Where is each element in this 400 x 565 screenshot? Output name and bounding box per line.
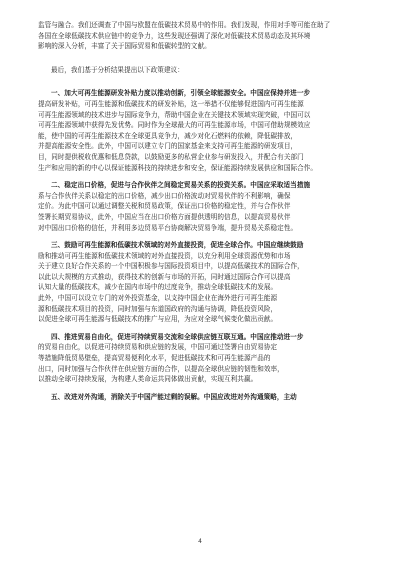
text-line: 目，同时提供税收优惠和低息贷款，以鼓励更多的私营企业参与研发投入，并配合有关部门 bbox=[38, 152, 304, 161]
text-line: 能，使中国的可再生能源技术在全球更具竞争力，减少对化石燃料的依赖，降低碳排放， bbox=[38, 131, 298, 140]
text-line: 可再生能源领域的技术进步与国际竞争力，帮助中国企业在关键技术领域实现突破，中国可以 bbox=[38, 110, 311, 119]
text-line: 出口，同时加强与合作伙伴在供应链方面的合作，以提高全球供应链的韧性和效率， bbox=[38, 364, 284, 373]
text-line: 以此以大规模的方式推动，获得技术的创新与市场的开拓，同时通过国际合作可以提高 bbox=[38, 272, 291, 281]
text-line: 定价。为此中国可以通过调整关税和贸易政策，保证出口价格的稳定性，并与合作伙伴 bbox=[38, 202, 291, 211]
recommendation-heading: 二、稳定出口价格，促进与合作伙伴之间稳定贸易关系的投资关系。中国应采取适当措施 bbox=[51, 181, 311, 190]
text-line: 此外，中国可以设立专门的对外投资基金，以支持中国企业在海外进行可再生能源 bbox=[38, 294, 278, 303]
recommendation-heading: 四、推进贸易自由化，促进可持续贸易交流和全球供应链互联互通。中国应推动进一步 bbox=[51, 332, 304, 341]
recommendation-heading: 一、加大可再生能源研发补贴力度以推动创新，引领全球能源安全。中国应保持并进一步 bbox=[51, 89, 311, 98]
text-line: 提高研发补贴，可再生能源和低碳技术的研发补贴，这一举措不仅能够促进国内可再生能源 bbox=[38, 99, 304, 108]
paragraph-intro bbox=[38, 20, 362, 52]
recommendation-heading: 三、鼓励可再生能源和低碳技术领域的对外直接投资，促进全球合作。中国应继续鼓励 bbox=[51, 241, 304, 250]
paragraph-conclusion-lead bbox=[38, 65, 362, 76]
text-line: 等措施降低贸易壁垒，提高贸易便利化水平，促进低碳技术和可再生能源产品的 bbox=[38, 354, 271, 363]
text-line: 各国在全球低碳技术供应链中的竞争力，这些发现还强调了深化对低碳技术贸易动态及其环境 bbox=[38, 31, 311, 40]
paragraph-recommendation-5 bbox=[38, 392, 362, 403]
text-line: 认知大量的低碳技术，减少在国内市场中的过度竞争，推动全球低碳技术的发展。 bbox=[38, 283, 278, 292]
page-number: 4 bbox=[198, 538, 202, 545]
text-line: 并提高能源安全性。此外，中国可以建立专门的国家基金来支持可再生能源的研发项目， bbox=[38, 142, 298, 151]
text-line: 关于建立良好合作关系的一个中国积极参与国际投资项目中，以提高低碳技术的国际合作， bbox=[38, 262, 304, 271]
paragraph-recommendation-4 bbox=[38, 332, 362, 385]
text-line: 监管与融合。我们还调查了中国与欧盟在低碳技术贸易中的作用。我们发现，作用对手等可能在助了 bbox=[38, 21, 331, 29]
text-line: 最后，我们基于分析结果提出以下政策建议： bbox=[51, 65, 184, 74]
paragraph-recommendation-2 bbox=[38, 180, 362, 233]
text-line: 系与合作伙伴关系以稳定的出口价格，减少出口价格波动对贸易伙伴的不利影响，确保 bbox=[38, 191, 291, 200]
recommendation-heading: 五、改进对外沟通，消除关于中国产能过剩的误解。中国应改进对外沟通策略，主动 bbox=[51, 392, 297, 401]
text-line: 影响的深入分析，丰富了关于国际贸易和低碳转型的文献。 bbox=[38, 42, 211, 51]
text-line: 的贸易自由化，以促进可持续贸易和供应链的发展，中国可通过签署自由贸易协定 bbox=[38, 343, 278, 352]
text-line: 以促进全球可再生能源与低碳技术的推广与应用，为应对全球气候变化做出贡献。 bbox=[38, 315, 278, 324]
text-line: 可再生能源领域中获得先发优势。同时作为全球最大的可再生能源市场，中国可借助规模效应 bbox=[38, 121, 311, 130]
text-line: 对中国出口价格的信任，并利用多边贸易平台协商解决贸易争端，提升贸易关系稳定性。 bbox=[38, 223, 298, 232]
text-line: 源和低碳技术项目的投资，同时加强与东道国政府的沟通与协调，降低投资风险， bbox=[38, 304, 278, 313]
text-line: 励和推动可再生能源和低碳技术领域的对外直接投资，以充分利用全球资源优势和市场 bbox=[38, 251, 291, 260]
paragraph-recommendation-1 bbox=[38, 88, 362, 173]
text-line: 以推动全球可持续发展，为构建人类命运共同体做出贡献，实现互利共赢。 bbox=[38, 375, 258, 384]
text-line: 签署长期贸易协议，此外，中国应当在出口价格方面提供透明的信息，以提高贸易伙伴 bbox=[38, 212, 291, 221]
text-line: 生产和应用的新的中心以保证能源科技的持续进步和安全，保证能源持续发展供应和国际合作。 bbox=[38, 163, 318, 172]
paragraph-recommendation-3 bbox=[38, 240, 362, 325]
